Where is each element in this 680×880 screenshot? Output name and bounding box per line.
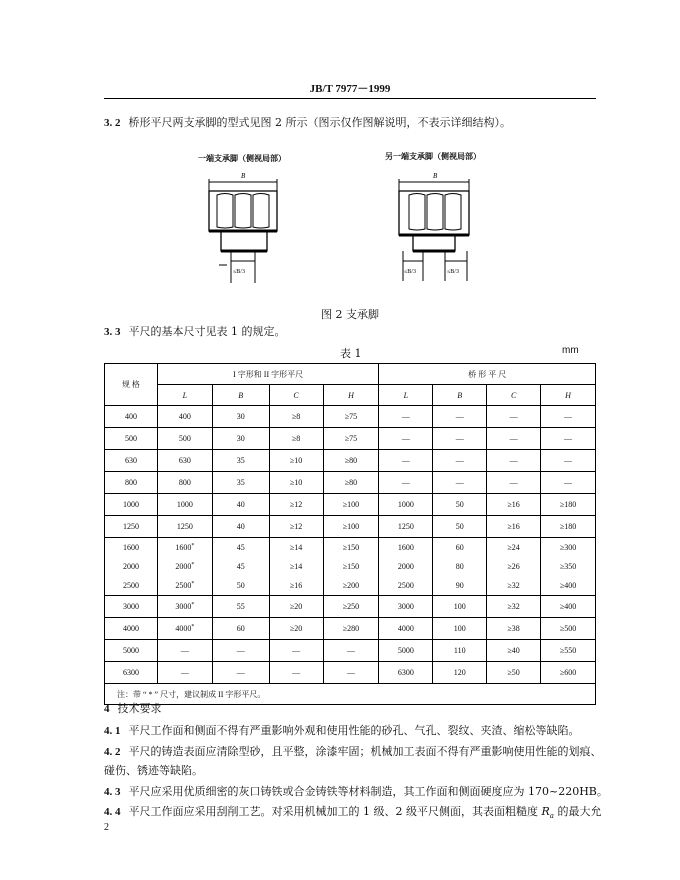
table-cell: 630 [157, 450, 212, 472]
table-cell: ≥8 [269, 428, 323, 450]
star-mark: * [191, 602, 195, 608]
section-text: 平尺应采用优质细密的灰口铸铁或合金铸铁等材料制造，其工作面和侧面硬度应为 170~220HB。 [128, 785, 608, 798]
table-cell: 50 [212, 576, 269, 596]
table-cell: 5000 [379, 640, 433, 662]
table-cell: 35 [212, 472, 269, 494]
table-cell: 50 [433, 516, 487, 538]
table-cell: — [541, 428, 596, 450]
table-cell: ≥75 [323, 406, 379, 428]
table-cell: ≥32 [487, 576, 541, 596]
sub-header: L [157, 385, 212, 406]
table-row [105, 662, 596, 684]
table-cell: ≥80 [323, 472, 379, 494]
cell-value: 2500 [175, 581, 192, 590]
table-cell: — [487, 472, 541, 494]
table-cell: 1250 [105, 516, 158, 538]
table-cell: 1250 [157, 516, 212, 538]
table-row [105, 428, 596, 450]
table-row [105, 516, 596, 538]
table-cell: ≥550 [541, 640, 596, 662]
table-cell: ≥10 [269, 450, 323, 472]
table-cell: ≥250 [323, 596, 379, 618]
table-cell: — [323, 662, 379, 684]
dim-b-right: B [433, 172, 438, 180]
table-cell: — [212, 662, 269, 684]
table-cell: ≥400 [541, 576, 596, 596]
col-spec-header: 规 格 [105, 364, 158, 406]
table-cell: 30 [212, 406, 269, 428]
group-header-bridge: 桥 形 平 尺 [379, 364, 596, 385]
table-cell: 55 [212, 596, 269, 618]
table-cell: ≥600 [541, 662, 596, 684]
section-4-2 [104, 745, 602, 759]
table-cell: — [379, 406, 433, 428]
table-cell: ≥400 [541, 596, 596, 618]
table-cell: 500 [157, 428, 212, 450]
table-cell: — [541, 406, 596, 428]
ra-subscript: a [549, 812, 554, 821]
table-cell: 60 [212, 618, 269, 640]
table-cell: 2500 [379, 576, 433, 596]
table-cell: 80 [433, 557, 487, 576]
table-cell: — [379, 428, 433, 450]
table-cell: ≥14 [269, 557, 323, 576]
section-4-1 [104, 724, 580, 738]
section-text: 平尺工作面和侧面不得有严重影响外观和使用性能的砂孔、气孔、裂纹、夹渣、缩松等缺陷。 [128, 724, 580, 737]
table-cell: ≥40 [487, 640, 541, 662]
section-4-3 [104, 785, 608, 799]
table-cell: ≥20 [269, 618, 323, 640]
star-mark: * [191, 562, 195, 568]
table-cell: ≥180 [541, 494, 596, 516]
table-cell: 500 [105, 428, 158, 450]
table-cell: 800 [105, 472, 158, 494]
table-cell: 100 [433, 618, 487, 640]
ra-symbol: R [541, 805, 550, 818]
dim-le-left: ≤B/3 [233, 269, 245, 275]
table-cell: ≥200 [323, 576, 379, 596]
table-row [105, 596, 596, 618]
table-cell: — [433, 472, 487, 494]
table-cell: — [487, 428, 541, 450]
sub-header: B [433, 385, 487, 406]
table-cell: 1250 [379, 516, 433, 538]
table-row [105, 576, 596, 596]
section-text: 平尺的铸造表面应清除型砂，且平整，涂漆牢固；机械加工表面不得有严重影响使用性能的划痕、 [128, 745, 602, 758]
table-cell: — [487, 406, 541, 428]
left-foot-label: 一端支承脚（侧视局部） [198, 153, 286, 163]
table-cell: ≥150 [323, 538, 379, 558]
table-note: 注：带 “ * ” 尺寸，建议制成 II 字形平尺。 [105, 684, 596, 705]
section-number: 3. 3 [104, 326, 121, 338]
table-cell: ≥100 [323, 494, 379, 516]
table-cell: 40 [212, 516, 269, 538]
table-cell: ≥300 [541, 538, 596, 558]
dimension-table [104, 363, 596, 705]
table-cell [157, 538, 212, 558]
table-cell: 120 [433, 662, 487, 684]
table-cell: — [269, 640, 323, 662]
section-text: 平尺工作面应采用刮削工艺。对采用机械加工的 1 级、2 级平尺侧面，其表面粗糙度 [128, 805, 542, 818]
left-foot-drawing [195, 165, 290, 290]
table-cell: 400 [157, 406, 212, 428]
table-cell: ≥20 [269, 596, 323, 618]
table-cell: — [541, 472, 596, 494]
table-cell: ≥38 [487, 618, 541, 640]
table-cell: — [212, 640, 269, 662]
table-cell: ≥16 [269, 576, 323, 596]
section-number: 4. 4 [104, 806, 121, 818]
table-cell: 45 [212, 538, 269, 558]
table-cell: ≥32 [487, 596, 541, 618]
section-text-end: 的最大允 [553, 805, 602, 818]
star-mark: * [191, 581, 195, 587]
table-cell: — [157, 640, 212, 662]
section-number: 4 [104, 703, 110, 715]
table-cell: 3000 [105, 596, 158, 618]
table-title: 表 1 [340, 347, 362, 360]
table-cell: 30 [212, 428, 269, 450]
table-unit: mm [562, 345, 579, 356]
page-header: JB/T 7977－1999 [309, 83, 391, 95]
table-cell: 35 [212, 450, 269, 472]
table-cell: 800 [157, 472, 212, 494]
table-cell: 2000 [105, 557, 158, 576]
cell-value: 2000 [175, 562, 192, 571]
table-cell: 5000 [105, 640, 158, 662]
table-cell: ≥500 [541, 618, 596, 640]
table-cell: — [433, 450, 487, 472]
table-cell: 1000 [379, 494, 433, 516]
section-number: 4. 3 [104, 786, 121, 798]
star-mark: * [191, 624, 195, 630]
sub-header: H [541, 385, 596, 406]
table-cell: — [433, 406, 487, 428]
section-text: 平尺的基本尺寸见表 1 的规定。 [128, 325, 286, 338]
group-header-i-ii: I 字形和 II 字形平尺 [157, 364, 379, 385]
table-cell: ≥180 [541, 516, 596, 538]
table-cell: — [157, 662, 212, 684]
table-cell: 2500 [105, 576, 158, 596]
table-cell: 400 [105, 406, 158, 428]
table-cell: ≥10 [269, 472, 323, 494]
section-number: 4. 2 [104, 746, 121, 758]
table-cell: ≥12 [269, 516, 323, 538]
table-cell: 4000 [379, 618, 433, 640]
table-cell: 50 [433, 494, 487, 516]
table-cell: ≥75 [323, 428, 379, 450]
table-cell: — [379, 472, 433, 494]
table-cell: 630 [105, 450, 158, 472]
table-cell: 6300 [379, 662, 433, 684]
table-cell: ≥100 [323, 516, 379, 538]
table-cell: 3000 [379, 596, 433, 618]
table-cell [157, 557, 212, 576]
section-4-4 [104, 805, 601, 823]
table-cell: 6300 [105, 662, 158, 684]
table-cell: 45 [212, 557, 269, 576]
section-4-heading [104, 702, 162, 716]
table-cell: 100 [433, 596, 487, 618]
header-rule [104, 98, 596, 99]
section-3-2 [104, 116, 511, 130]
table-cell: ≥14 [269, 538, 323, 558]
cell-value: 4000 [175, 624, 192, 633]
table-cell: 1600 [105, 538, 158, 558]
dim-le-right-2: ≤B/3 [447, 269, 459, 275]
table-cell: 1000 [157, 494, 212, 516]
table-cell: 40 [212, 494, 269, 516]
dim-le-right-1: ≤B/3 [404, 269, 416, 275]
cell-value: 3000 [175, 602, 192, 611]
right-foot-drawing [385, 165, 485, 290]
table-cell: ≥12 [269, 494, 323, 516]
section-number: 3. 2 [104, 117, 121, 129]
table-row [105, 494, 596, 516]
right-foot-label: 另一端支承脚（侧视局部） [385, 151, 481, 161]
table-row [105, 640, 596, 662]
section-number: 4. 1 [104, 725, 121, 737]
cell-value: 1600 [175, 543, 192, 552]
sub-header: L [379, 385, 433, 406]
table-row [105, 472, 596, 494]
page-number: 2 [104, 822, 109, 833]
table-cell: 90 [433, 576, 487, 596]
table-cell: — [323, 640, 379, 662]
section-title: 技术要求 [117, 702, 162, 715]
table-cell: — [269, 662, 323, 684]
table-cell: 110 [433, 640, 487, 662]
sub-header: C [487, 385, 541, 406]
table-cell: 1600 [379, 538, 433, 558]
table-cell: ≥150 [323, 557, 379, 576]
section-4-2-cont: 碰伤、锈迹等缺陷。 [104, 764, 203, 777]
sub-header: C [269, 385, 323, 406]
figure-caption: 图 2 支承脚 [321, 308, 379, 321]
table-row [105, 557, 596, 576]
sub-header: B [212, 385, 269, 406]
table-cell [157, 596, 212, 618]
star-mark: * [191, 543, 195, 549]
table-cell [157, 618, 212, 640]
table-cell: ≥16 [487, 494, 541, 516]
table-cell: 60 [433, 538, 487, 558]
table-cell: 2000 [379, 557, 433, 576]
table-cell: ≥280 [323, 618, 379, 640]
table-cell: — [433, 428, 487, 450]
table-cell: ≥16 [487, 516, 541, 538]
section-text: 桥形平尺两支承脚的型式见图 2 所示（图示仅作图解说明，不表示详细结构）。 [128, 116, 511, 129]
table-row [105, 618, 596, 640]
table-cell [157, 576, 212, 596]
table-cell: ≥26 [487, 557, 541, 576]
table-row [105, 450, 596, 472]
table-cell: 1000 [105, 494, 158, 516]
table-row [105, 406, 596, 428]
table-cell: 4000 [105, 618, 158, 640]
table-cell: — [541, 450, 596, 472]
table-cell: ≥24 [487, 538, 541, 558]
table-cell: ≥50 [487, 662, 541, 684]
section-3-3 [104, 325, 286, 339]
table-cell: — [487, 450, 541, 472]
table-cell: ≥8 [269, 406, 323, 428]
dim-b-left: B [241, 172, 246, 180]
table-cell: ≥350 [541, 557, 596, 576]
sub-header: H [323, 385, 379, 406]
table-row [105, 538, 596, 558]
table-cell: — [379, 450, 433, 472]
table-cell: ≥80 [323, 450, 379, 472]
